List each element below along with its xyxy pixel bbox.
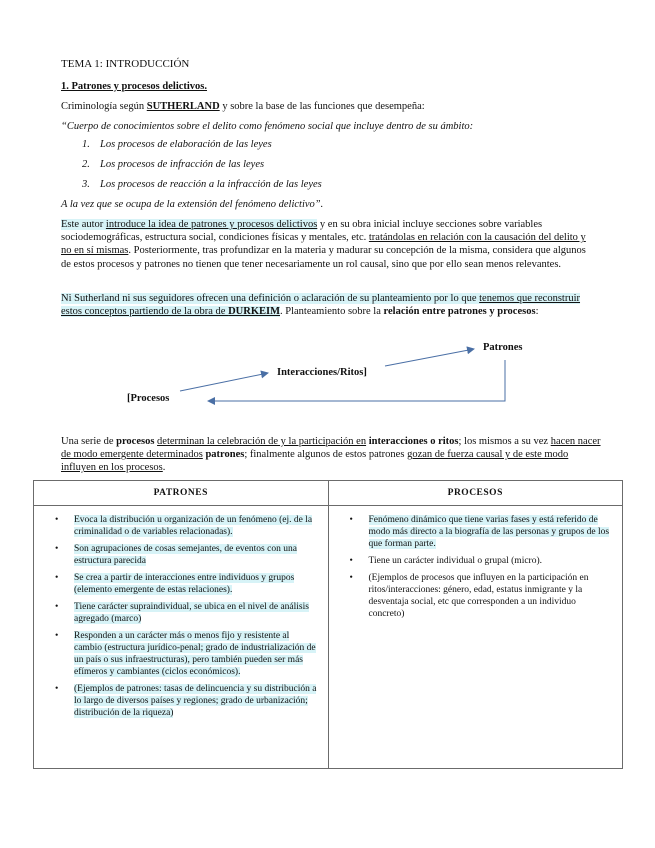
patrones-procesos-table: [33, 480, 623, 769]
text-run: procesos: [116, 436, 155, 447]
list-number: 1.: [82, 139, 90, 150]
text-run: :: [535, 306, 539, 318]
text-run: introduce la idea de patrones y procesos delictivos: [105, 219, 318, 230]
item-text: Son agrupaciones de cosas semejantes, de eventos con una estructura parecida: [74, 544, 297, 566]
bullet-icon: •: [55, 684, 59, 694]
bullet-icon: •: [55, 602, 59, 612]
arrow-procesos-to-interacciones: [180, 373, 268, 391]
intro-line: [61, 100, 425, 113]
list-number: 3.: [82, 179, 90, 190]
table-header-row: [34, 481, 623, 506]
table-row: [34, 506, 623, 769]
item-text: Tiene un carácter individual o grupal (micro).: [368, 556, 542, 566]
procesos-list: [329, 506, 623, 631]
list-text: Los procesos de infracción de las leyes: [100, 159, 265, 170]
author-name: SUTHERLAND: [146, 101, 220, 112]
bullet-icon: •: [349, 556, 353, 566]
quote-close: A la vez que se ocupa de la extensión del fenómeno delictivo”.: [61, 199, 324, 210]
text-run: y en su obra inicial incluye secciones sobre variables sociodemográficas, estructura social, condiciones físicas y mentales, etc.: [61, 219, 543, 244]
list-item: [52, 543, 320, 567]
bullet-icon: •: [349, 573, 353, 583]
paragraph-relation: [61, 435, 601, 475]
procesos-cell: [328, 506, 623, 769]
text-run: interacciones o ritos: [368, 436, 459, 447]
arrow-interacciones-to-patrones: [385, 349, 474, 366]
text-run: hacen nacer de modo emergente determinados: [61, 436, 601, 461]
quote-list-item: [82, 179, 322, 190]
text-run: ; finalmente algunos de estos patrones: [244, 449, 408, 461]
list-item: [52, 683, 320, 719]
bullet-icon: •: [55, 515, 59, 525]
patterns-processes-diagram: [0, 330, 655, 420]
list-item: [52, 601, 320, 625]
header-procesos: PROCESOS: [328, 481, 623, 506]
text-run: . Posteriormente, tras profundizar en la materia y madurar su concepción de la misma, considera que algunos de estos procesos y patrones no tienen que tener necesariamente un rol causal, sino que por ello sean menos relevantes.: [61, 245, 586, 270]
intro-suffix: y sobre la base de las funciones que desempeña:: [219, 101, 425, 112]
patrones-cell: [34, 506, 329, 769]
bullet-icon: •: [55, 544, 59, 554]
intro-prefix: Criminología según: [61, 101, 147, 112]
list-text: Los procesos de elaboración de las leyes: [100, 139, 272, 150]
paragraph-sutherland: [61, 218, 596, 271]
header-patrones: PATRONES: [34, 481, 329, 506]
list-number: 2.: [82, 159, 90, 170]
list-item: [52, 514, 320, 538]
item-text: Evoca la distribución u organización de un fenómeno (ej. de la criminalidad o de variables relacionadas).: [74, 515, 313, 537]
item-text: Fenómeno dinámico que tiene varias fases y está referido de modo más directo a la biografía de las personas y grupos de los que forman parte.: [368, 515, 610, 549]
text-run: gozan de fuerza causal y de este modo influyen en los procesos: [61, 449, 569, 474]
item-text: (Ejemplos de patrones: tasas de delincuencia y su distribución a lo largo de diversos países y regiones; grado de urbanización; distribución de la riqueza): [74, 684, 317, 718]
text-run: Este autor: [61, 219, 106, 230]
list-item: [347, 572, 615, 620]
page-heading: TEMA 1: INTRODUCCIÓN: [61, 58, 190, 70]
quote-list-item: [82, 159, 264, 170]
item-text: Responden a un carácter más o menos fijo y resistente al cambio (estructura jurídico-penal; grado de industrialización de un país o sus infraestructuras), pero también pueden ser más efímeros y cambiantes (ciclos económicos).: [74, 631, 316, 677]
text-run: tenemos que reconstruir estos conceptos partiendo de la obra de: [61, 293, 581, 318]
list-item: [52, 630, 320, 678]
quote-open: “Cuerpo de conocimientos sobre el delito como fenómeno social que incluye dentro de su ámbito:: [61, 121, 474, 132]
text-run: Una serie de: [61, 436, 117, 447]
bullet-icon: •: [55, 573, 59, 583]
text-run: Ni Sutherland ni sus seguidores ofrecen una definición o aclaración de su planteamiento por lo que: [61, 293, 480, 304]
item-text: Se crea a partir de interacciones entre individuos y grupos (elemento emergente de estas relaciones).: [74, 573, 295, 595]
list-item: [52, 572, 320, 596]
bullet-icon: •: [349, 515, 353, 525]
durkeim-name: DURKEIM: [228, 306, 280, 318]
list-item: [347, 514, 615, 550]
bullet-icon: •: [55, 631, 59, 641]
item-text: Tiene carácter supraindividual, se ubica en el nivel de análisis agregado (marco): [74, 602, 309, 624]
text-run: determinan la celebración de y la participación en: [157, 436, 367, 447]
text-run: .: [162, 462, 166, 474]
list-item: [347, 555, 615, 567]
diagram-label-patrones: Patrones: [483, 342, 523, 353]
quote-list-item: [82, 139, 272, 150]
text-run: . Planteamiento sobre la: [280, 306, 384, 318]
diagram-label-interacciones: Interacciones/Ritos]: [277, 367, 367, 378]
list-text: Los procesos de reacción a la infracción de las leyes: [100, 179, 322, 190]
item-text: (Ejemplos de procesos que influyen en la participación en ritos/interacciones: género, edad, estatus inmigrante y la desventaja social, etc que corresponden a un individuo concreto): [368, 573, 589, 619]
text-run: relación entre patrones y procesos: [383, 306, 536, 318]
patrones-list: [34, 506, 328, 730]
paragraph-durkeim: [61, 292, 596, 318]
diagram-label-procesos: [Procesos: [127, 393, 170, 404]
section-title: 1. Patrones y procesos delictivos.: [61, 81, 208, 92]
text-run: tratándolas en relación con la causación del delito y no en sí mismas: [61, 232, 586, 257]
text-run: ; los mismos a su vez: [458, 436, 551, 447]
text-run: patrones: [205, 449, 245, 461]
